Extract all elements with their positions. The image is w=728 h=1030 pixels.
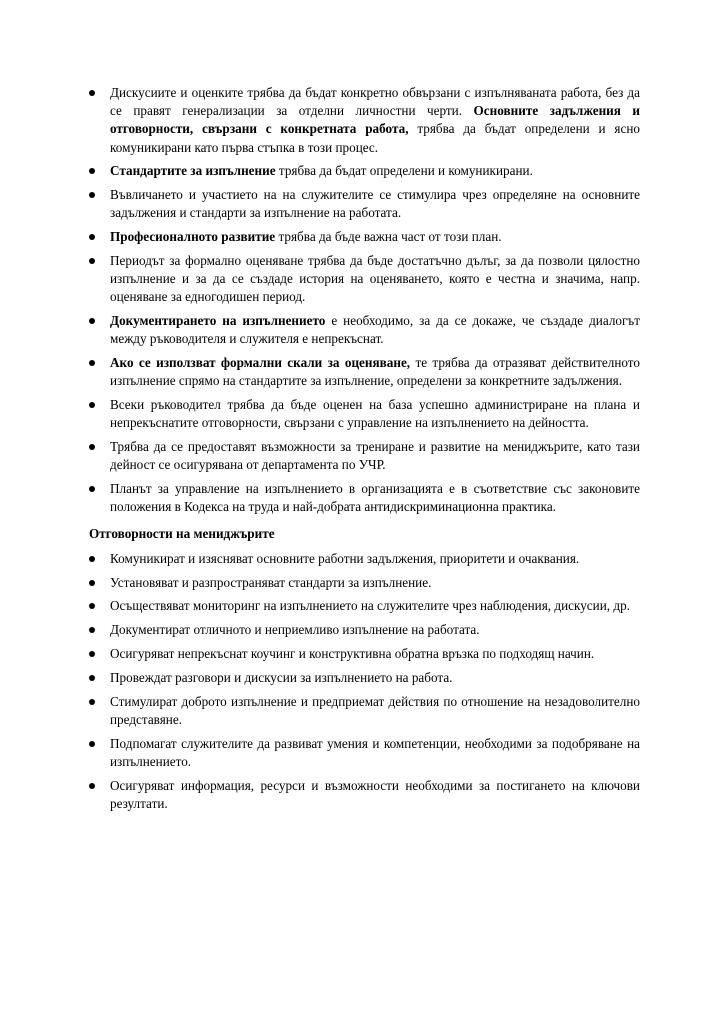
list-item	[90, 312, 640, 348]
body-text: Комуникират и изясняват основните работни задължения, приоритети и очаквания.	[110, 550, 580, 566]
bullet-icon	[89, 234, 95, 240]
list-item	[90, 84, 640, 157]
bullet-icon	[89, 192, 95, 198]
list-item	[90, 228, 640, 246]
document-page	[90, 84, 640, 819]
bold-text: Ако се използват формални скали за оценяване,	[110, 355, 411, 371]
list-item	[90, 669, 640, 687]
body-text: трябва да бъде важна част от този план.	[275, 229, 502, 245]
bullet-icon	[89, 783, 95, 789]
list-item	[90, 438, 640, 474]
list-item	[90, 354, 640, 390]
body-text: Дискусиите и оценките трябва да бъдат конкретно обвързани с изпълняваната работа, без да се правят генерализации за отделни личностни черти.	[110, 85, 640, 119]
body-text: Осъществяват мониторинг на изпълнението на служителите чрез наблюдения, дискусии, др.	[110, 598, 630, 614]
bold-text: Професионалното развитие	[110, 229, 276, 245]
body-text: Документират отличното и неприемливо изпълнение на работата.	[110, 622, 480, 638]
section-heading: Отговорности на мениджърите	[89, 525, 275, 541]
bullet-icon	[89, 258, 95, 264]
list-item	[90, 396, 640, 432]
bullet-icon	[89, 360, 95, 366]
bullet-icon	[89, 741, 95, 747]
list-item	[90, 480, 640, 516]
bullet-icon	[89, 90, 95, 96]
list-item	[90, 621, 640, 639]
body-text: Планът за управление на изпълнението в организацията е в съответствие със законовите положения в Кодекса на труда и най-добрата антидискриминационна практика.	[110, 481, 640, 515]
list-item	[90, 252, 640, 307]
bullet-icon	[89, 402, 95, 408]
body-text: Периодът за формално оценяване трябва да бъде достатъчно дълъг, за да позволи цялостно изпълнение и за да се създаде история на оценяването, която е честна и значима, напр. оценяване за едногодишен период.	[110, 253, 640, 305]
list-item	[90, 693, 640, 729]
list-item	[90, 777, 640, 813]
list-item	[90, 550, 640, 568]
body-text: Трябва да се предоставят възможности за трениране и развитие на мениджърите, като тази дейност се осигурявана от департамента по УЧР.	[110, 439, 640, 473]
body-text: Провеждат разговори и дискусии за изпълнението на работа.	[110, 669, 453, 685]
manager-responsibilities-list	[90, 550, 640, 813]
bullet-icon	[89, 603, 95, 609]
list-item	[90, 735, 640, 771]
bullet-icon	[89, 556, 95, 562]
bullet-icon	[89, 699, 95, 705]
body-text: Осигуряват информация, ресурси и възможности необходими за постигането на ключови резултати.	[110, 777, 640, 811]
list-item	[90, 645, 640, 663]
list-item	[90, 162, 640, 180]
body-text: Установяват и разпространяват стандарти за изпълнение.	[110, 574, 432, 590]
bullet-icon	[89, 318, 95, 324]
body-text: Въвличането и участието на на служителите се стимулира чрез определяне на основните задължения и стандарти за изпълнение на работата.	[110, 187, 640, 221]
bullet-icon	[89, 486, 95, 492]
body-text: е необходимо, за да се докаже, че създаде диалогът между ръководителя и служителя е непрекъснат.	[110, 313, 640, 347]
bold-text: Стандартите за изпълнение	[110, 163, 276, 179]
bullet-icon	[89, 444, 95, 450]
bullet-icon	[89, 651, 95, 657]
bullet-icon	[89, 168, 95, 174]
body-text: Всеки ръководител трябва да бъде оценен на база успешно администриране на плана и непрекъснатите отговорности, свързани с управление на изпълнението на дейността.	[110, 397, 640, 431]
body-text: Стимулират доброто изпълнение и предприемат действия по отношение на незадоволително представяне.	[110, 693, 640, 727]
body-text: те трябва да отразяват действителното изпълнение спрямо на стандартите за изпълнение, определени за конкретните задължения.	[110, 355, 640, 389]
body-text: Осигуряват непрекъснат коучинг и конструктивна обратна връзка по подходящ начин.	[110, 646, 595, 661]
list-item	[90, 597, 640, 615]
body-text: трябва да бъдат определени и ясно комуникирани като първа стъпка в този процес.	[110, 121, 640, 155]
bullet-icon	[89, 675, 95, 681]
bold-text: Документирането на изпълнението	[110, 313, 326, 329]
bullet-icon	[89, 580, 95, 586]
body-text: Подпомагат служителите да развиват умения и компетенции, необходими за подобряване на изпълнението.	[110, 735, 640, 769]
principles-list	[90, 84, 640, 517]
list-item	[90, 186, 640, 222]
bullet-icon	[89, 627, 95, 633]
list-item	[90, 574, 640, 592]
bold-text: Основните задължения и отговорности, свързани с конкретната работа,	[110, 103, 640, 137]
body-text: трябва да бъдат определени и комуникирани.	[275, 163, 533, 179]
